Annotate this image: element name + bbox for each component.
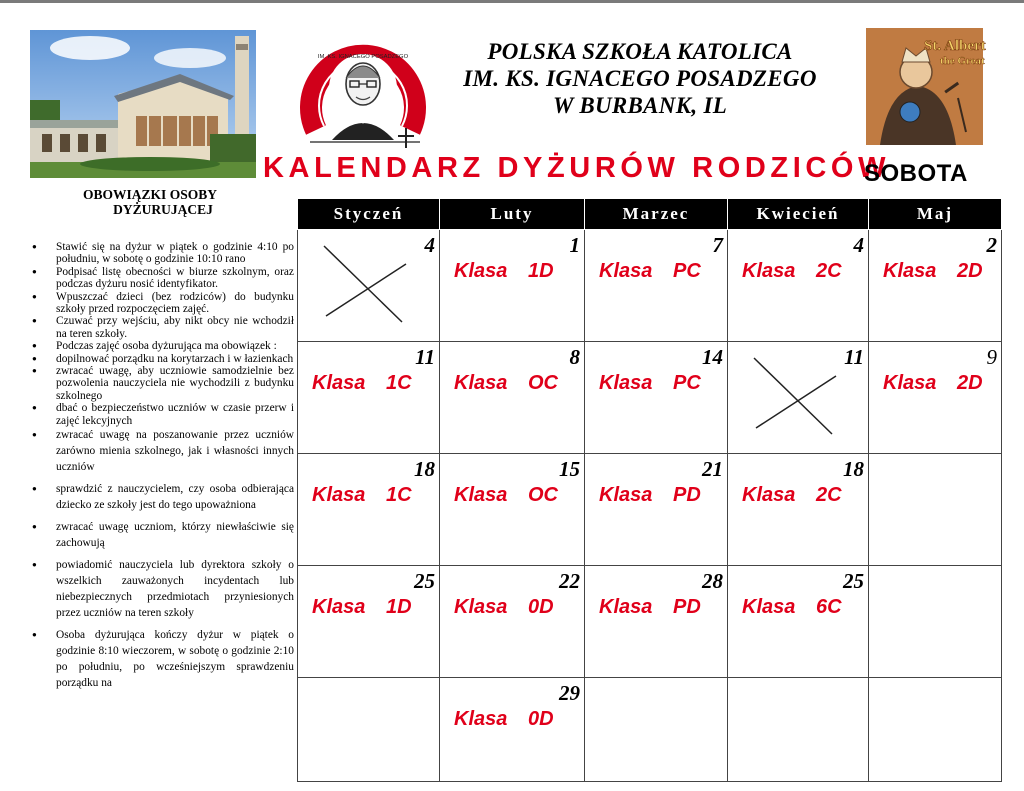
class-code: 0D (528, 596, 554, 618)
albert-subtitle: the Great (940, 55, 985, 67)
class-code: PD (673, 596, 701, 618)
day-cell (440, 678, 585, 782)
class-label: Klasa (742, 596, 796, 618)
class-code: 1C (386, 372, 412, 394)
duty-item: ● dbać o bezpieczeństwo uczniów w czasie przerw i zajęć lekcyjnych (28, 402, 294, 427)
day-number: 18 (414, 457, 435, 481)
class-label: Klasa (454, 596, 508, 618)
day-number: 7 (712, 233, 723, 257)
day-number: 25 (414, 569, 435, 593)
duty-item: ● powiadomić nauczyciela lub dyrektora szkoły o wszelkich zauważonych incydentach lub niebezpiecznych przedmiotach przyniesionych przez uczniów na teren szkoły (28, 557, 294, 621)
class-assignment (312, 484, 412, 507)
duty-item: ● Stawić się na dyżur w piątek o godzinie 4:10 po południu, w sobotę o godzinie 10:10 rano (28, 241, 294, 266)
day-number: 15 (559, 457, 580, 481)
header-line-3: W BURBANK, IL (552, 93, 728, 118)
class-code: 1C (386, 484, 412, 506)
class-code: PC (673, 260, 701, 282)
week-row (298, 342, 1002, 454)
day-cell (440, 454, 585, 566)
class-code: 2C (816, 260, 842, 282)
duty-item: ● Osoba dyżurująca kończy dyżur w piątek o godzinie 8:10 wieczorem, w sobotę o godzinie 2:10 po południu, po wcześniejszym sprawdzeniu porządku na (28, 627, 294, 691)
church-photo (30, 30, 256, 178)
week-row (298, 566, 1002, 678)
class-code: 0D (528, 708, 554, 730)
day-cell (298, 342, 440, 454)
day-number: 9 (986, 345, 997, 369)
class-assignment (454, 708, 554, 731)
duties-list (28, 241, 294, 697)
week-row (298, 678, 1002, 782)
class-label: Klasa (599, 260, 653, 282)
day-number: 4 (424, 233, 435, 257)
duty-item: ● Czuwać przy wejściu, aby nikt obcy nie wchodził na teren szkoły. (28, 315, 294, 340)
school-header (420, 38, 860, 119)
class-label: Klasa (454, 708, 508, 730)
week-row (298, 454, 1002, 566)
cancelled-x-mark (752, 356, 842, 438)
class-code: 6C (816, 596, 842, 618)
class-assignment (599, 372, 701, 395)
duties-heading-line-2: DYŻURUJĄCEJ (113, 202, 213, 217)
class-label: Klasa (454, 372, 508, 394)
duties-heading (55, 187, 245, 217)
day-cell (728, 342, 869, 454)
day-cell (585, 342, 728, 454)
class-code: 2D (957, 260, 983, 282)
day-number: 29 (559, 681, 580, 705)
class-assignment (454, 372, 558, 395)
class-assignment (742, 596, 842, 619)
day-cell (869, 454, 1002, 566)
class-code: PD (673, 484, 701, 506)
duty-item: ● zwracać uwagę na poszanowanie przez uczniów zarówno mienia szkolnego, jak i własności innych uczniów (28, 427, 294, 475)
class-assignment (599, 260, 701, 283)
class-label: Klasa (742, 260, 796, 282)
day-cell (869, 566, 1002, 678)
day-cell (585, 678, 728, 782)
duty-item: ● dopilnować porządku na korytarzach i w łazienkach (28, 353, 294, 365)
day-cell (298, 454, 440, 566)
day-cell (440, 566, 585, 678)
day-cell (440, 230, 585, 342)
calendar-subtitle: SOBOTA (864, 160, 968, 187)
class-label: Klasa (599, 596, 653, 618)
class-assignment (312, 596, 412, 619)
class-code: 1D (528, 260, 554, 282)
day-cell (585, 230, 728, 342)
calendar-title: KALENDARZ DYŻURÓW RODZICÓW (263, 152, 891, 184)
class-label: Klasa (312, 484, 366, 506)
class-assignment (454, 596, 554, 619)
day-cell (728, 566, 869, 678)
class-assignment (599, 596, 701, 619)
class-assignment (883, 260, 983, 283)
day-number: 22 (559, 569, 580, 593)
day-number: 11 (415, 345, 435, 369)
week-row (298, 230, 1002, 342)
day-number: 28 (702, 569, 723, 593)
class-label: Klasa (883, 372, 937, 394)
day-cell (728, 678, 869, 782)
month-header: Maj (869, 199, 1002, 230)
day-number: 8 (569, 345, 580, 369)
class-code: 2D (957, 372, 983, 394)
cancelled-x-mark (322, 244, 412, 326)
logo-ring-text: POLSKA KATOLICKA SZKOŁA (289, 36, 435, 47)
class-assignment (599, 484, 701, 507)
day-number: 25 (843, 569, 864, 593)
class-assignment (312, 372, 412, 395)
class-code: 1D (386, 596, 412, 618)
class-code: PC (673, 372, 701, 394)
day-cell (869, 678, 1002, 782)
day-cell (585, 566, 728, 678)
duties-heading-line-1: OBOWIĄZKI OSOBY (83, 187, 217, 202)
calendar-body (298, 230, 1002, 782)
day-cell (298, 230, 440, 342)
day-cell (585, 454, 728, 566)
class-label: Klasa (883, 260, 937, 282)
duty-item: ● Wpuszczać dzieci (bez rodziców) do budynku szkoły przed rozpoczęciem zajęć. (28, 291, 294, 316)
day-cell (440, 342, 585, 454)
class-label: Klasa (599, 484, 653, 506)
logo-inner-text: IM. KS. IGNACEGO POSADZEGO (317, 54, 409, 60)
class-code: OC (528, 372, 558, 394)
albert-title: St. Albert (924, 38, 986, 54)
duty-item: ● zwracać uwagę uczniom, którzy niewłaściwie się zachowują (28, 519, 294, 551)
class-assignment (742, 260, 842, 283)
day-cell (728, 454, 869, 566)
day-number: 1 (569, 233, 580, 257)
month-header: Kwiecień (728, 199, 869, 230)
class-label: Klasa (599, 372, 653, 394)
st-albert-image (866, 28, 986, 145)
class-assignment (883, 372, 983, 395)
day-cell (869, 230, 1002, 342)
class-assignment (454, 260, 554, 283)
class-assignment (742, 484, 842, 507)
class-code: OC (528, 484, 558, 506)
class-label: Klasa (312, 372, 366, 394)
day-cell (728, 230, 869, 342)
class-assignment (454, 484, 558, 507)
day-cell (298, 566, 440, 678)
day-cell (869, 342, 1002, 454)
month-header: Styczeń (298, 199, 440, 230)
header-line-2: IM. KS. IGNACEGO POSADZEGO (463, 66, 817, 91)
header-line-1: POLSKA SZKOŁA KATOLICA (487, 39, 793, 64)
duty-item: ● Podczas zajęć osoba dyżurująca ma obowiązek : (28, 340, 294, 352)
day-number: 2 (986, 233, 997, 257)
duty-item: ● zwracać uwagę, aby uczniowie samodzielnie bez pozwolenia nauczyciela nie wychodzili z budynku szkolnego (28, 365, 294, 402)
top-rule (0, 0, 1024, 3)
class-label: Klasa (742, 484, 796, 506)
class-label: Klasa (454, 484, 508, 506)
day-cell (298, 678, 440, 782)
class-label: Klasa (454, 260, 508, 282)
day-number: 11 (844, 345, 864, 369)
month-header: Luty (440, 199, 585, 230)
class-code: 2C (816, 484, 842, 506)
day-number: 4 (853, 233, 864, 257)
day-number: 14 (702, 345, 723, 369)
school-logo (289, 26, 435, 150)
day-number: 21 (702, 457, 723, 481)
day-number: 18 (843, 457, 864, 481)
month-header: Marzec (585, 199, 728, 230)
month-header-row (298, 199, 1002, 230)
duty-item: ● sprawdzić z nauczycielem, czy osoba odbierająca dziecko ze szkoły jest do tego upoważniona (28, 481, 294, 513)
duty-calendar (297, 198, 1002, 782)
duty-item: ● Podpisać listę obecności w biurze szkolnym, oraz podczas dyżuru nosić identyfikator. (28, 266, 294, 291)
class-label: Klasa (312, 596, 366, 618)
